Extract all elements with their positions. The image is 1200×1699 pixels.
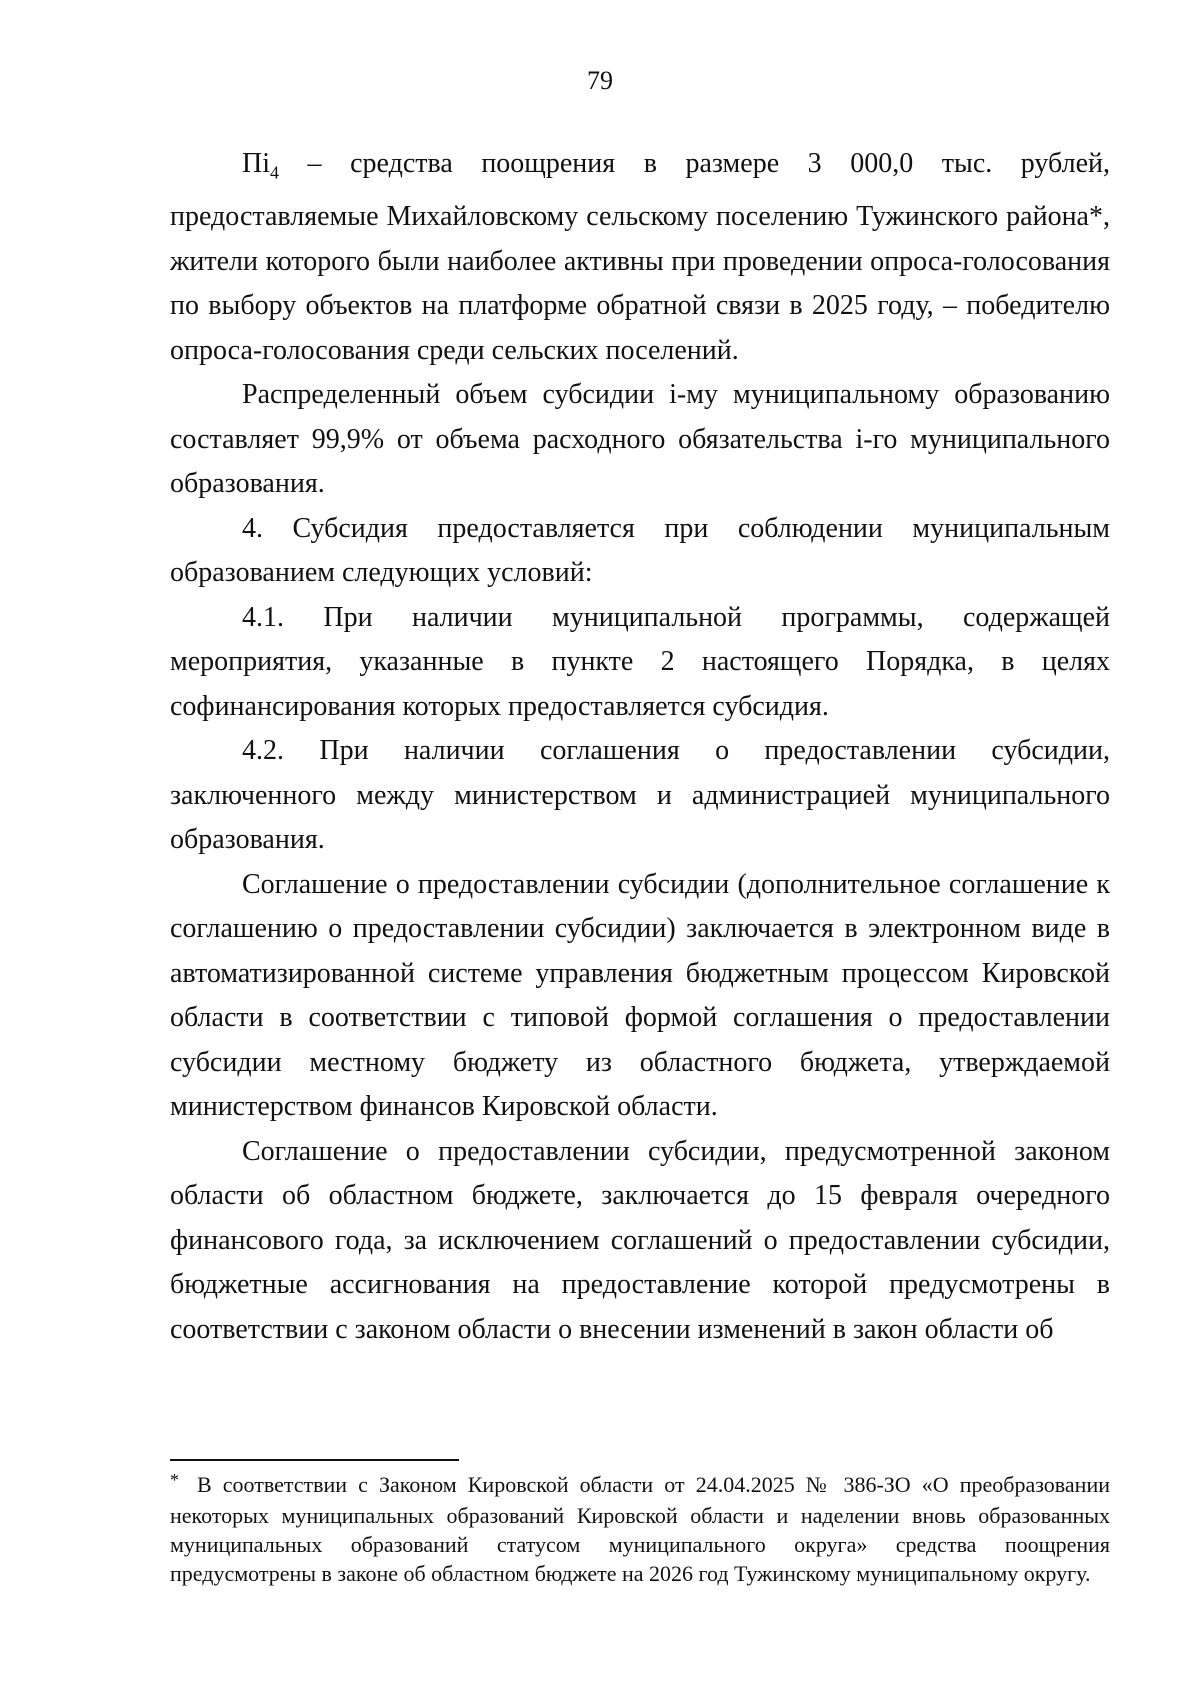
- paragraph-text: – средства поощрения в размере 3 000,0 тыс. рублей, предоставляемые Михайловскому сельскому поселению Тужинского района*, жители которого были наиболее активны при проведении опроса-голосования по выбору объектов на платформе обратной связи в 2025 году, – победителю опроса-голосования среди сельских поселений.: [170, 148, 1110, 366]
- paragraph-incentive-funds: [170, 142, 1110, 373]
- paragraph-condition-4-1: 4.1. При наличии муниципальной программы, содержащей мероприятия, указанные в пункте 2 настоящего Порядка, в целях софинансирования которых предоставляется субсидия.: [170, 601, 1110, 722]
- document-body: [170, 142, 1110, 1352]
- footnote-text: В соответствии с Законом Кировской области от 24.04.2025 № 386-ЗО «О преобразовании некоторых муниципальных образований Кировской области и наделении вновь образованных муниципальных образований статусом муниципального округа» средства поощрения предусмотрены в законе об областном бюджете на 2026 год Тужинскому муниципальному округу.: [170, 1472, 1110, 1586]
- paragraph-distributed-volume: Распределенный объем субсидии і-му муниципальному образованию составляет 99,9% от объема расходного обязательства і-го муниципального образования.: [170, 379, 1110, 500]
- footnote: [170, 1470, 1110, 1588]
- formula-symbol: Пі: [242, 148, 270, 179]
- footnote-divider: [170, 1459, 459, 1461]
- footnote-mark: *: [170, 1470, 179, 1490]
- formula-subscript: 4: [270, 162, 279, 183]
- paragraph-condition-4-2: 4.2. При наличии соглашения о предоставлении субсидии, заключенного между министерством и администрацией муниципального образования.: [170, 735, 1110, 856]
- paragraph-agreement-deadline: Соглашение о предоставлении субсидии, предусмотренной законом области об областном бюджете, заключается до 15 февраля очередного финансового года, за исключением соглашений о предоставлении субсидии, бюджетные ассигнования на предоставление которой предусмотрены в соответствии с законом области о внесении изменений в закон области об: [170, 1135, 1110, 1345]
- paragraph-agreement-electronic: Соглашение о предоставлении субсидии (дополнительное соглашение к соглашению о предоставлении субсидии) заключается в электронном виде в автоматизированной системе управления бюджетным процессом Кировской области в соответствии с типовой формой соглашения о предоставлении субсидии местному бюджету из областного бюджета, утверждаемой министерством финансов Кировской области.: [170, 868, 1110, 1123]
- page-number: 79: [587, 66, 613, 95]
- paragraph-conditions: 4. Субсидия предоставляется при соблюдении муниципальным образованием следующих условий:: [170, 512, 1110, 589]
